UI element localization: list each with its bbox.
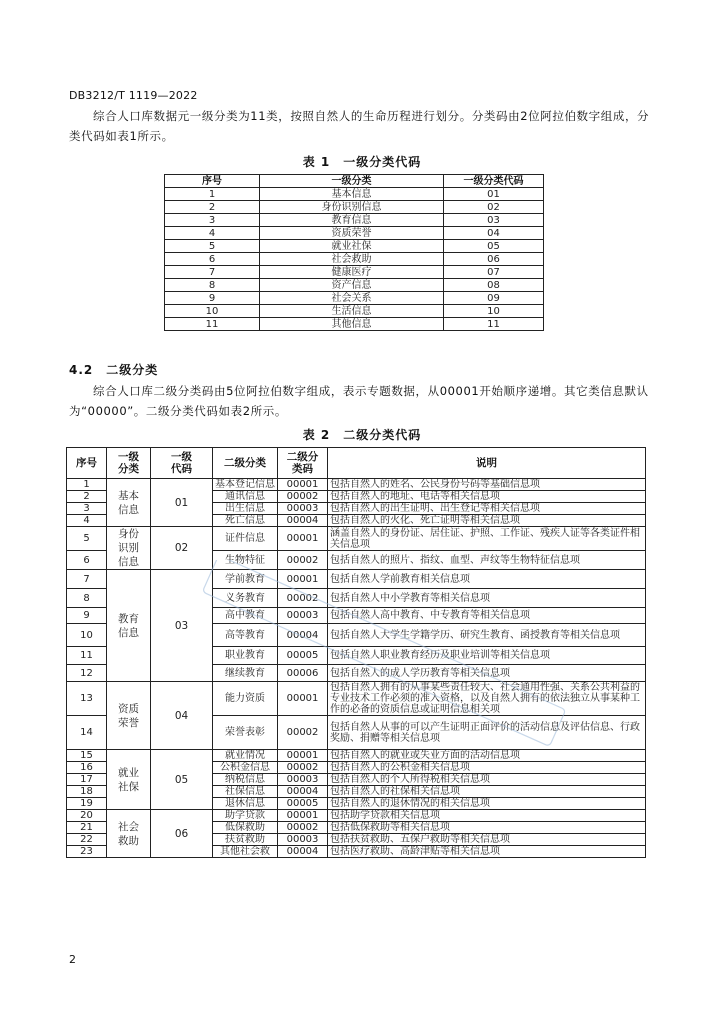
table2-cell-description: 包括自然人的姓名、公民身份号码等基础信息项 <box>328 479 646 491</box>
table2-cell-subcode: 00002 <box>278 589 328 608</box>
table2-cell-subcategory: 扶贫救助 <box>213 834 278 846</box>
table1-cell-seq: 5 <box>165 240 260 253</box>
section-paragraph: 综合人口库二级分类码由5位阿拉伯数字组成，表示专题数据，从00001开始顺序递增。其它类信息默认为“00000”。二级分类代码如表2所示。 <box>69 384 649 418</box>
table2-cell-description: 包括自然人的火化、死亡证明等相关信息项 <box>328 515 646 527</box>
table2-cell-subcode: 00003 <box>278 608 328 624</box>
table2-cell-subcode: 00003 <box>278 834 328 846</box>
table2-cell-subcategory: 就业情况 <box>213 750 278 762</box>
table1-row <box>165 292 544 305</box>
table1-cell-seq: 4 <box>165 227 260 240</box>
table1-cell-code: 06 <box>444 253 544 266</box>
table1-row <box>165 318 544 331</box>
table2-body <box>67 479 646 858</box>
table2-cell-subcode: 00002 <box>278 551 328 570</box>
table2-cell-seq: 22 <box>67 834 107 846</box>
table1-header-code: 一级分类代码 <box>444 175 544 188</box>
table1-cell-code: 07 <box>444 266 544 279</box>
table1-cell-seq: 9 <box>165 292 260 305</box>
table1-cell-code: 05 <box>444 240 544 253</box>
table2-cell-seq: 15 <box>67 750 107 762</box>
table2-cell-description: 包括医疗救助、高龄津贴等相关信息项 <box>328 846 646 858</box>
table1-cell-seq: 2 <box>165 201 260 214</box>
table1-cell-category: 其他信息 <box>260 318 444 331</box>
table1-cell-category: 健康医疗 <box>260 266 444 279</box>
table2-cell-category: 就业 社保 <box>107 750 151 810</box>
table2-cell-seq: 8 <box>67 589 107 608</box>
table2-cell-code: 01 <box>151 479 213 527</box>
table2-cell-subcategory: 纳税信息 <box>213 774 278 786</box>
table2-cell-subcategory: 职业教育 <box>213 647 278 665</box>
table2-cell-subcode: 00004 <box>278 786 328 798</box>
page-number: 2 <box>69 953 76 966</box>
table2-row <box>67 810 646 822</box>
table1-cell-seq: 8 <box>165 279 260 292</box>
table2-cell-seq: 7 <box>67 570 107 589</box>
table2-cell-subcode: 00002 <box>278 762 328 774</box>
table2-cell-description: 包括自然人的个人所得税相关信息项 <box>328 774 646 786</box>
table2-cell-subcode: 00004 <box>278 624 328 647</box>
table1-row <box>165 201 544 214</box>
table2-header-category: 一级 分类 <box>107 448 151 479</box>
table2-cell-seq: 2 <box>67 491 107 503</box>
table2-cell-seq: 11 <box>67 647 107 665</box>
table2-cell-seq: 10 <box>67 624 107 647</box>
table2-cell-subcode: 00001 <box>278 527 328 551</box>
table2-cell-seq: 5 <box>67 527 107 551</box>
table2-cell-description: 包括自然人高中教育、中专教育等相关信息项 <box>328 608 646 624</box>
table2-cell-description: 涵盖自然人的身份证、居住证、护照、工作证、残疾人证等各类证件相关信息项 <box>328 527 646 551</box>
table1-cell-seq: 7 <box>165 266 260 279</box>
table1-cell-category: 身份识别信息 <box>260 201 444 214</box>
table2-cell-description: 包括助学贷款相关信息项 <box>328 810 646 822</box>
section-heading: 4.2 二级分类 <box>69 363 159 377</box>
table1-row <box>165 305 544 318</box>
table2-cell-seq: 9 <box>67 608 107 624</box>
table2-cell-subcode: 00005 <box>278 798 328 810</box>
intro-paragraph: 综合人口库数据元一级分类为11类，按照自然人的生命历程进行划分。分类码由2位阿拉伯数字组成，分类代码如表1所示。 <box>69 109 650 143</box>
table2-cell-subcategory: 社保信息 <box>213 786 278 798</box>
table1-cell-seq: 6 <box>165 253 260 266</box>
table1-cell-code: 10 <box>444 305 544 318</box>
table2-cell-seq: 1 <box>67 479 107 491</box>
table2-cell-seq: 4 <box>67 515 107 527</box>
table2-title: 表 2 二级分类代码 <box>302 428 422 442</box>
table2-cell-subcategory: 义务教育 <box>213 589 278 608</box>
table2-cell-subcode: 00004 <box>278 846 328 858</box>
table2-cell-description: 包括自然人大学生学籍学历、研究生教育、函授教育等相关信息项 <box>328 624 646 647</box>
table1-cell-code: 11 <box>444 318 544 331</box>
table1-cell-category: 社会救助 <box>260 253 444 266</box>
table2-cell-seq: 20 <box>67 810 107 822</box>
table1-header-category: 一级分类 <box>260 175 444 188</box>
table2-cell-category: 身份 识别 信息 <box>107 527 151 570</box>
table1-body <box>165 188 544 331</box>
table2-cell-description: 包括扶贫救助、五保户救助等相关信息项 <box>328 834 646 846</box>
table2-header-subcategory: 二级分类 <box>213 448 278 479</box>
table2-cell-seq: 3 <box>67 503 107 515</box>
table1-row <box>165 253 544 266</box>
table2-cell-description: 包括自然人学前教育相关信息项 <box>328 570 646 589</box>
table1-cell-category: 教育信息 <box>260 214 444 227</box>
table2-row <box>67 479 646 491</box>
table2-row <box>67 570 646 589</box>
table2-cell-seq: 14 <box>67 716 107 750</box>
table2-cell-description: 包括自然人的照片、指纹、血型、声纹等生物特征信息项 <box>328 551 646 570</box>
table1-cell-code: 03 <box>444 214 544 227</box>
table1-primary-classification <box>164 174 544 331</box>
table1-row <box>165 279 544 292</box>
table2-cell-subcategory: 高等教育 <box>213 624 278 647</box>
table2-row <box>67 750 646 762</box>
table2-cell-category: 社会 救助 <box>107 810 151 858</box>
table1-cell-code: 04 <box>444 227 544 240</box>
table2-cell-seq: 17 <box>67 774 107 786</box>
table2-cell-seq: 16 <box>67 762 107 774</box>
table2-cell-code: 02 <box>151 527 213 570</box>
table1-cell-code: 09 <box>444 292 544 305</box>
table2-cell-subcategory: 能力资质 <box>213 682 278 716</box>
table2-header-description: 说明 <box>328 448 646 479</box>
table1-cell-code: 01 <box>444 188 544 201</box>
table2-cell-subcode: 00001 <box>278 810 328 822</box>
table2-cell-subcategory: 继续教育 <box>213 665 278 682</box>
table2-cell-category: 教育 信息 <box>107 570 151 682</box>
table1-header-row <box>165 175 544 188</box>
table2-cell-subcode: 00002 <box>278 491 328 503</box>
table2-cell-subcode: 00001 <box>278 682 328 716</box>
table1-row <box>165 240 544 253</box>
table1-title: 表 1 一级分类代码 <box>302 155 422 169</box>
table2-header-row <box>67 448 646 479</box>
table1-row <box>165 266 544 279</box>
table2-cell-code: 05 <box>151 750 213 810</box>
document-id: DB3212/T 1119—2022 <box>69 89 198 102</box>
table2-cell-description: 包括自然人的退休情况的相关信息项 <box>328 798 646 810</box>
table2-cell-subcode: 00005 <box>278 647 328 665</box>
table2-cell-subcode: 00002 <box>278 822 328 834</box>
table1-cell-category: 生活信息 <box>260 305 444 318</box>
table2-cell-description: 包括自然人拥有的从事某些责任较大、社会通用性强、关系公共利益的专业技术工作必须的准入资格，以及自然人拥有的依法独立从事某种工作的必备的资质信息或证明信息相关项 <box>328 682 646 716</box>
table2-cell-subcode: 00001 <box>278 570 328 589</box>
table2-cell-subcode: 00003 <box>278 774 328 786</box>
table2-row <box>67 527 646 551</box>
table1-cell-category: 就业社保 <box>260 240 444 253</box>
table2-cell-subcategory: 学前教育 <box>213 570 278 589</box>
table2-cell-description: 包括自然人的公积金相关信息项 <box>328 762 646 774</box>
table2-cell-category: 基本 信息 <box>107 479 151 527</box>
table1-cell-code: 02 <box>444 201 544 214</box>
table2-cell-code: 04 <box>151 682 213 750</box>
table1-cell-seq: 10 <box>165 305 260 318</box>
table2-cell-subcode: 00002 <box>278 716 328 750</box>
table2-cell-subcode: 00006 <box>278 665 328 682</box>
table2-cell-seq: 23 <box>67 846 107 858</box>
table1-cell-category: 资产信息 <box>260 279 444 292</box>
table2-cell-description: 包括自然人的社保相关信息项 <box>328 786 646 798</box>
table2-cell-subcode: 00001 <box>278 750 328 762</box>
table2-cell-subcategory: 助学贷款 <box>213 810 278 822</box>
table1-cell-category: 资质荣誉 <box>260 227 444 240</box>
table1-cell-seq: 1 <box>165 188 260 201</box>
table2-cell-description: 包括自然人的成人学历教育等相关信息项 <box>328 665 646 682</box>
table2-cell-subcode: 00001 <box>278 479 328 491</box>
table2-cell-description: 包括自然人的就业或失业方面的活动信息项 <box>328 750 646 762</box>
table2-cell-subcategory: 通讯信息 <box>213 491 278 503</box>
table2-cell-subcategory: 高中教育 <box>213 608 278 624</box>
table1-header-seq: 序号 <box>165 175 260 188</box>
table2-cell-description: 包括自然人职业教育经历及职业培训等相关信息项 <box>328 647 646 665</box>
table2-row <box>67 682 646 716</box>
table2-cell-description: 包括自然人的出生证明、出生登记等相关信息项 <box>328 503 646 515</box>
table1-cell-code: 08 <box>444 279 544 292</box>
table2-cell-seq: 19 <box>67 798 107 810</box>
table2-cell-subcategory: 退休信息 <box>213 798 278 810</box>
table2-cell-subcategory: 基本登记信息 <box>213 479 278 491</box>
table2-cell-subcategory: 其他社会救 <box>213 846 278 858</box>
table2-cell-code: 06 <box>151 810 213 858</box>
table2-header-code: 一级 代码 <box>151 448 213 479</box>
table1-cell-seq: 11 <box>165 318 260 331</box>
table2-cell-subcategory: 低保救助 <box>213 822 278 834</box>
table2-cell-description: 包括低保救助等相关信息项 <box>328 822 646 834</box>
table1-row <box>165 188 544 201</box>
table1-row <box>165 214 544 227</box>
table1-cell-seq: 3 <box>165 214 260 227</box>
table2-cell-subcategory: 生物特征 <box>213 551 278 570</box>
table2-cell-code: 03 <box>151 570 213 682</box>
table2-cell-subcategory: 出生信息 <box>213 503 278 515</box>
table2-header-subcode: 二级分 类码 <box>278 448 328 479</box>
table2-cell-seq: 6 <box>67 551 107 570</box>
table2-cell-description: 包括自然人的地址、电话等相关信息项 <box>328 491 646 503</box>
table2-cell-description: 包括自然人从事的可以产生证明正面评价的活动信息及评估信息、行政奖励、捐赠等相关信息项 <box>328 716 646 750</box>
table1-row <box>165 227 544 240</box>
table1-cell-category: 基本信息 <box>260 188 444 201</box>
table2-cell-description: 包括自然人中小学教育等相关信息项 <box>328 589 646 608</box>
table2-cell-subcode: 00003 <box>278 503 328 515</box>
table2-secondary-classification <box>66 447 646 858</box>
table2-cell-subcategory: 公积金信息 <box>213 762 278 774</box>
table2-cell-seq: 12 <box>67 665 107 682</box>
table2-cell-seq: 18 <box>67 786 107 798</box>
table2-cell-seq: 13 <box>67 682 107 716</box>
table1-cell-category: 社会关系 <box>260 292 444 305</box>
table2-cell-subcode: 00004 <box>278 515 328 527</box>
table2-cell-subcategory: 死亡信息 <box>213 515 278 527</box>
table2-cell-category: 资质 荣誉 <box>107 682 151 750</box>
table2-cell-subcategory: 证件信息 <box>213 527 278 551</box>
table2-cell-subcategory: 荣誉表彰 <box>213 716 278 750</box>
table2-header-seq: 序号 <box>67 448 107 479</box>
table2-cell-seq: 21 <box>67 822 107 834</box>
